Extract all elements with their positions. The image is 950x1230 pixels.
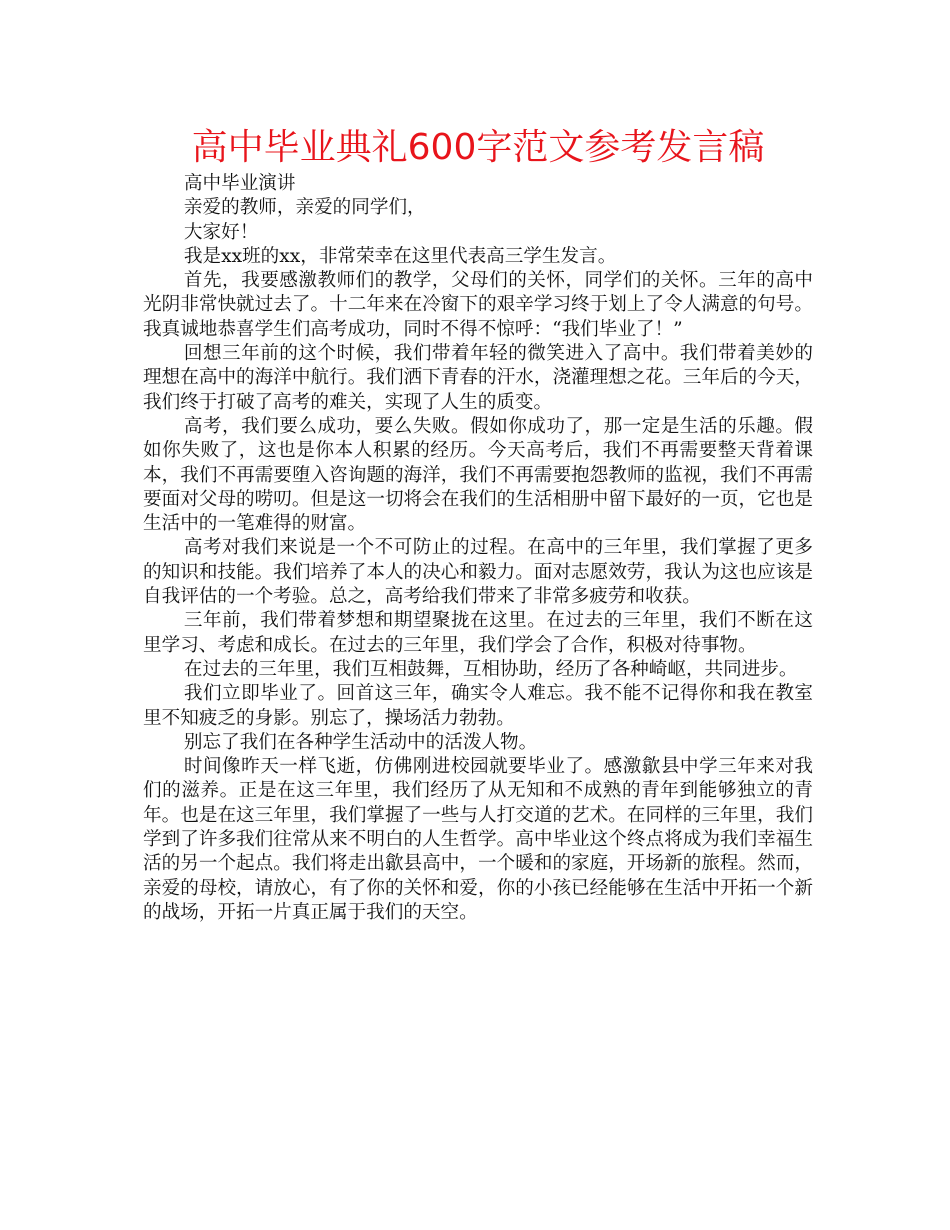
paragraph: 在过去的三年里，我们互相鼓舞，互相协助，经历了各种崎岖，共同进步。 — [183, 658, 798, 680]
paragraph: 时间像昨天一样飞逝，仿佛刚进校园就要毕业了。感激歙县中学三年来对我们的滋养。正是在这三年里，我们经历了从无知和不成熟的青年到能够独立的青年。也是在这三年里，我们掌握了一些与人打交道的艺术。在同样的三年里，我们学到了许多我们往常从来不明白的人生哲学。高中毕业这个终点将成为我们幸福生活的另一个起点。我们将走出歙县高中，一个暖和的家庭，开场新的旅程。然而，亲爱的母校，请放心，有了你的关怀和爱，你的小孩已经能够在生活中开拓一个新的战场，开拓一片真正属于我们的天空。 — [143, 756, 813, 923]
paragraph: 高考，我们要么成功，要么失败。假如你成功了，那一定是生活的乐趣。假如你失败了，这也是你本人积累的经历。今天高考后，我们不再需要整天背着课本，我们不再需要堕入咨询题的海洋，我们不再需要抱怨教师的监视，我们不再需要面对父母的唠叨。但是这一切将会在我们的生活相册中留下最好的一页，它也是生活中的一笔难得的财富。 — [143, 415, 813, 535]
paragraph: 回想三年前的这个时候，我们带着年轻的微笑进入了高中。我们带着美妙的理想在高中的海洋中航行。我们洒下青春的汗水，浇灌理想之花。三年后的今天，我们终于打破了高考的难关，实现了人生的质变。 — [143, 343, 813, 413]
paragraph-heading: 高中毕业演讲 — [183, 173, 296, 194]
paragraph: 高考对我们来说是一个不可防止的过程。在高中的三年里，我们掌握了更多的知识和技能。我们培养了本人的决心和毅力。面对志愿效劳，我认为这也应该是自我评估的一个考验。总之，高考给我们带来了非常多疲劳和收获。 — [143, 537, 813, 608]
paragraph: 我们立即毕业了。回首这三年，确实令人难忘。我不能不记得你和我在教室里不知疲乏的身影。别忘了，操场活力勃勃。 — [143, 683, 813, 729]
paragraph-intro: 我是xx班的xx，非常荣幸在这里代表高三学生发言。 — [183, 245, 617, 267]
document-body — [143, 172, 813, 925]
paragraph: 首先，我要感激教师们的教学，父母们的关怀，同学们的关怀。三年的高中光阴非常快就过去了。十二年来在冷窗下的艰辛学习终于划上了令人满意的句号。我真诚地恭喜学生们高考成功，同时不得不惊呼：“我们毕业了！” — [143, 270, 813, 340]
paragraph: 三年前，我们带着梦想和期望聚拢在这里。在过去的三年里，我们不断在这里学习、考虑和成长。在过去的三年里，我们学会了合作，积极对待事物。 — [143, 610, 813, 656]
paragraph-salutation: 亲爱的教师，亲爱的同学们， — [183, 197, 426, 219]
document-title: 高中毕业典礼600字范文参考发言稿 — [191, 127, 765, 168]
paragraph: 别忘了我们在各种学生活动中的活泼人物。 — [183, 731, 538, 753]
paragraph-greeting: 大家好！ — [183, 221, 259, 243]
document-page — [143, 0, 813, 1230]
